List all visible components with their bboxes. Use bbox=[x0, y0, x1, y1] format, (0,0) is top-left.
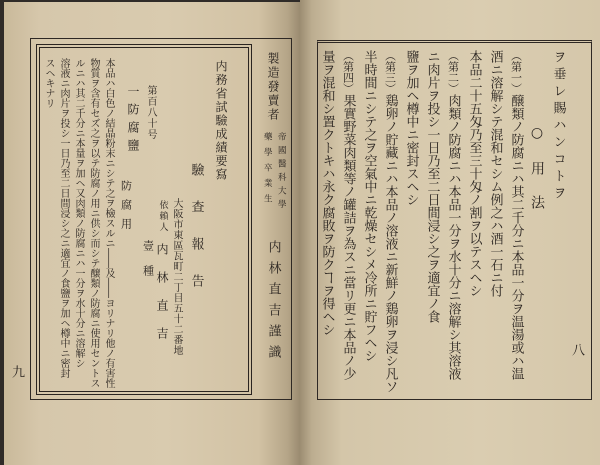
column-text: 本品二十五匁乃至三十匁ノ割ヲ以テスヘシ bbox=[466, 50, 482, 297]
text-column bbox=[342, 50, 355, 380]
column-text: 酒ニ溶解シテ混和セシム例之ハ酒一石ニ付 bbox=[487, 50, 503, 297]
text-column bbox=[426, 50, 439, 323]
report-body-line: 物質ヲ含有セズ之ヲ以テ防腐ノ用ニ供シ而シテ醸類ノ防腐ニ使用セントス bbox=[88, 58, 99, 388]
report-quantity: 壹種 bbox=[141, 240, 155, 290]
report-body-line: スヘキナリ bbox=[43, 58, 54, 108]
maker-affiliation-1: 帝國醫科大學 bbox=[276, 132, 287, 213]
text-column bbox=[384, 50, 397, 393]
page-number: 八 bbox=[569, 343, 584, 356]
column-text: 鹽ヲ加ヘ樽中ニ密封スヘシ bbox=[403, 50, 419, 206]
column-text: 半時間ニシテ之ヲ空氣中ニ乾燥セシメ冷所ニ貯フヘシ bbox=[361, 50, 377, 362]
text-column bbox=[510, 50, 523, 380]
maker-affiliation-2: 藥學卒業生 bbox=[262, 132, 273, 210]
client-name: 内林直吉 bbox=[155, 243, 169, 355]
text-column bbox=[489, 50, 502, 297]
usage-heading: ○用法 bbox=[529, 125, 545, 229]
text-column bbox=[468, 50, 481, 297]
section-label: （第一） bbox=[509, 50, 523, 94]
page-number: 九 bbox=[9, 365, 24, 378]
column-text: 肉類ノ防腐ニハ本品一分ヲ水十分ニ溶解シ其溶液 bbox=[445, 94, 461, 380]
column-text: ヲ垂レ賜ハンコトヲ bbox=[550, 50, 566, 203]
report-heading: 驗查報告 bbox=[188, 163, 204, 311]
text-column bbox=[552, 50, 565, 203]
column-text: 量ヲ混和シ置クトキハ永ク腐敗ヲ防クヿヲ得ヘシ bbox=[319, 50, 335, 336]
report-item: 一防腐鹽 bbox=[126, 85, 140, 157]
report-body-line: 溶液ニ肉片ヲ投シ一日乃至二日間浸シ之ニ適宜ノ食鹽ヲ加ヘ樽中ニ密封 bbox=[58, 58, 69, 378]
column-text: 醸類ノ防腐ニハ其二千分ニ本品一分ヲ温湯或ハ温 bbox=[508, 94, 524, 380]
report-body-line: 本品ハ白色ノ結晶粉末ニシテ之ヲ檢スルニ――及――ヨリナリ他ノ有害性 bbox=[103, 58, 114, 388]
text-column bbox=[363, 50, 376, 362]
section-label: （第四） bbox=[341, 50, 355, 94]
report-purpose: 防腐用 bbox=[119, 180, 133, 237]
right-page bbox=[300, 0, 600, 465]
section-label: （第三） bbox=[383, 50, 397, 94]
text-column bbox=[447, 50, 460, 380]
client-label: 依賴人 bbox=[157, 200, 168, 233]
report-number: 第百八十号 bbox=[145, 85, 156, 140]
client-address: 大阪市東區瓦町二丁目五十二番地 bbox=[171, 198, 182, 356]
column-text: 果實野菜肉類等ノ罐詰ヲ為スニ當リ更ニ本品ノ少 bbox=[340, 94, 356, 380]
report-body-line: ルニハ其二千分ニ本量ヲ加ヘ又肉類ノ防腐ニハ一分ヲ水十分ニ溶解シ bbox=[73, 58, 84, 368]
maker-signature: 内林直吉謹識 bbox=[265, 240, 281, 366]
section-heading bbox=[530, 125, 544, 229]
column-text: 鶏卵ノ貯藏ニハ本品ノ溶液ニ新鮮ノ鶏卵ヲ浸シ凡ソ bbox=[382, 94, 398, 393]
report-title: 内務省試驗成績要寫 bbox=[214, 60, 228, 182]
column-text: ニ肉片ヲ投シ一日乃至二日間浸シ之ヲ適宜ノ食 bbox=[424, 50, 440, 323]
maker-label: 製造發賣者 bbox=[266, 52, 280, 122]
left-page bbox=[4, 2, 300, 465]
text-column bbox=[405, 50, 418, 206]
section-label: （第二） bbox=[446, 50, 460, 94]
text-column bbox=[321, 50, 334, 336]
